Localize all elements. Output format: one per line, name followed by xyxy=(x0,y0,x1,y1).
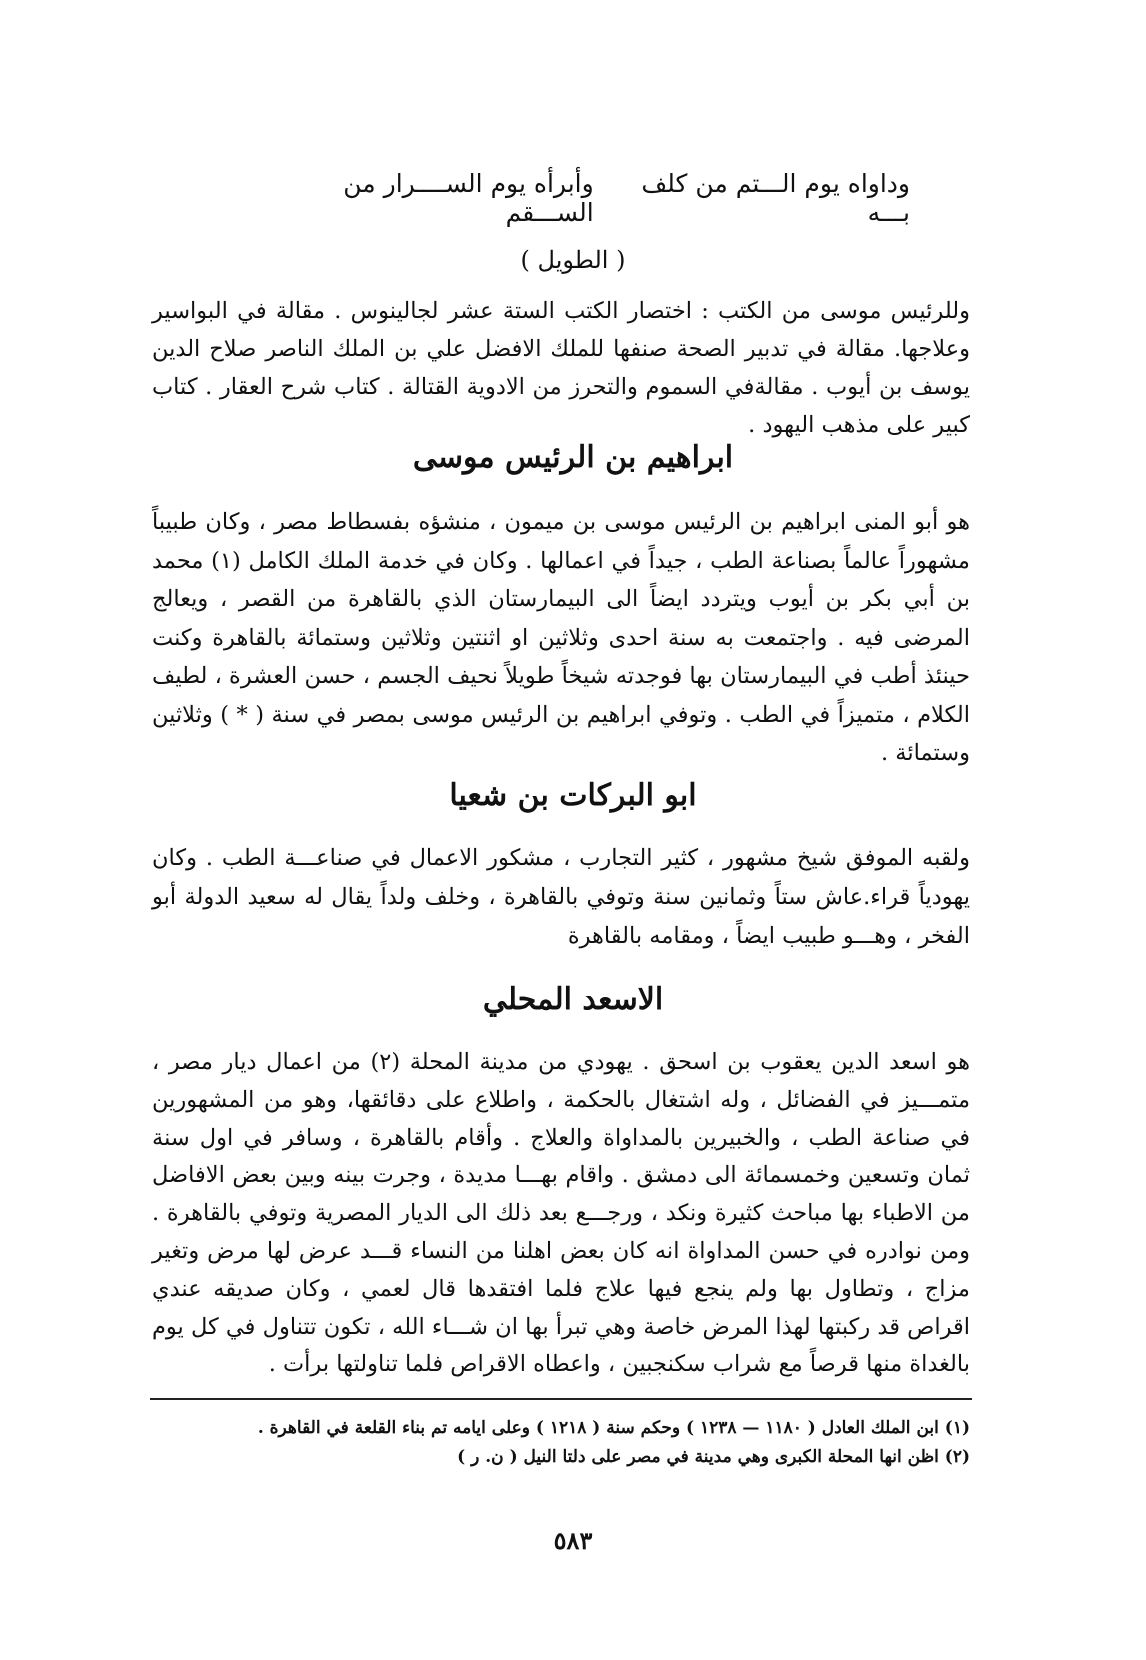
paragraph-abul-barakat: ولقبه الموفق شيخ مشهور ، كثير التجارب ، مشكور الاعمال في صناعـــة الطب . وكان يهودياً قراء.عاش ستاً وثمانين سنة وتوفي بالقاهرة ، وخلف ولداً يقال له سعيد الدولة أبو الفخر ، وهـــو طبيب ايضاً ، ومقامه بالقاهرة xyxy=(152,845,970,949)
poem-meter: ( الطويل ) xyxy=(520,246,626,274)
footnote-divider xyxy=(150,1398,972,1400)
footnote-1: (١) ابن الملك العادل ( ١١٨٠ — ١٢٣٨ ) وحكم سنة ( ١٢١٨ ) وعلى ايامه تم بناء القلعة في القاهرة . xyxy=(257,1418,970,1438)
paragraph-asad-mahalli: هو اسعد الدين يعقوب بن اسحق . يهودي من مدينة المحلة (٢) من اعمال ديار مصر ، متمـــيز في الفضائل ، وله اشتغال بالحكمة ، واطلاع على دقائقها، وهو من المشهورين في صناعة الطب ، والخبيرين بالمداواة والعلاج . وأقام بالقاهرة ، وسافر في اول سنة ثمان وتسعين وخمسمائة الى دمشق . واقام بهـــا مديدة ، وجرت بينه وبين بعض الافاضل من الاطباء بها مباحث كثيرة ونكد ، ورجـــع بعد ذلك الى الديار المصرية وتوفي بالقاهرة . ومن نوادره في حسن المداواة انه كان بعض اهلنا من النساء قـــد عرض لها مرض وتغير مزاج ، وتطاول بها ولم ينجع فيها علاج فلما افتقدها قال لعمي ، وكان صديقه عندي اقراص قد ركبتها لهذا المرض خاصة وهي تبرأ بها ان شـــاء الله ، تكون تتناول في كل يوم بالغداة منها قرصاً مع شراب سكنجبين ، واعطاه الاقراص فلما تناولتها برأت . xyxy=(152,1049,970,1378)
paragraph-musa-books: وللرئيس موسى من الكتب : اختصار الكتب الستة عشر لجالينوس . مقالة في البواسير وعلاجها. مقالة في تدبير الصحة صنفها للملك الافضل علي بن الملك الناصر صلاح الدين يوسف بن أيوب . مقالةفي السموم والتحرز من الادوية القتالة . كتاب شرح العقار . كتاب كبير على مذهب اليهود . xyxy=(152,298,970,438)
footnote-2: (٢) اظن انها المحلة الكبرى وهي مدينة في مصر على دلتا النيل ( ن. ر ) xyxy=(457,1447,970,1467)
poem-verse xyxy=(250,169,910,227)
paragraph-ibrahim: هو أبو المنى ابراهيم بن الرئيس موسى بن ميمون ، منشؤه بفسطاط مصر ، وكان طبيباً مشهوراً عالماً بصناعة الطب ، جيداً في اعمالها . وكان في خدمة الملك الكامل (١) محمد بن أبي بكر بن أيوب ويتردد ايضاً الى البيمارستان الذي بالقاهرة من القصر ، ويعالج المرضى فيه . واجتمعت به سنة احدى وثلاثين او اثنتين وثلاثين وستمائة بالقاهرة وكنت حينئذ أطب في البيمارستان بها فوجدته شيخاً طويلاً نحيف الجسم ، حسن العشرة ، لطيف الكلام ، متميزاً في الطب . وتوفي ابراهيم بن الرئيس موسى بمصر في سنة ( * ) وثلاثين وستمائة . xyxy=(152,509,970,766)
verse-first-hemistich: وداواه يوم الـــتم من كلف بـــه xyxy=(641,169,910,227)
section-heading-ibrahim: ابراهيم بن الرئيس موسى xyxy=(412,440,734,475)
section-heading-abul-barakat: ابو البركات بن شعيا xyxy=(449,778,697,813)
page-number: ٥٨٣ xyxy=(553,1526,593,1555)
verse-second-hemistich: وأبرأه يوم الســــرار من الســـقم xyxy=(343,169,594,227)
section-heading-asad-mahalli: الاسعد المحلي xyxy=(482,982,664,1017)
